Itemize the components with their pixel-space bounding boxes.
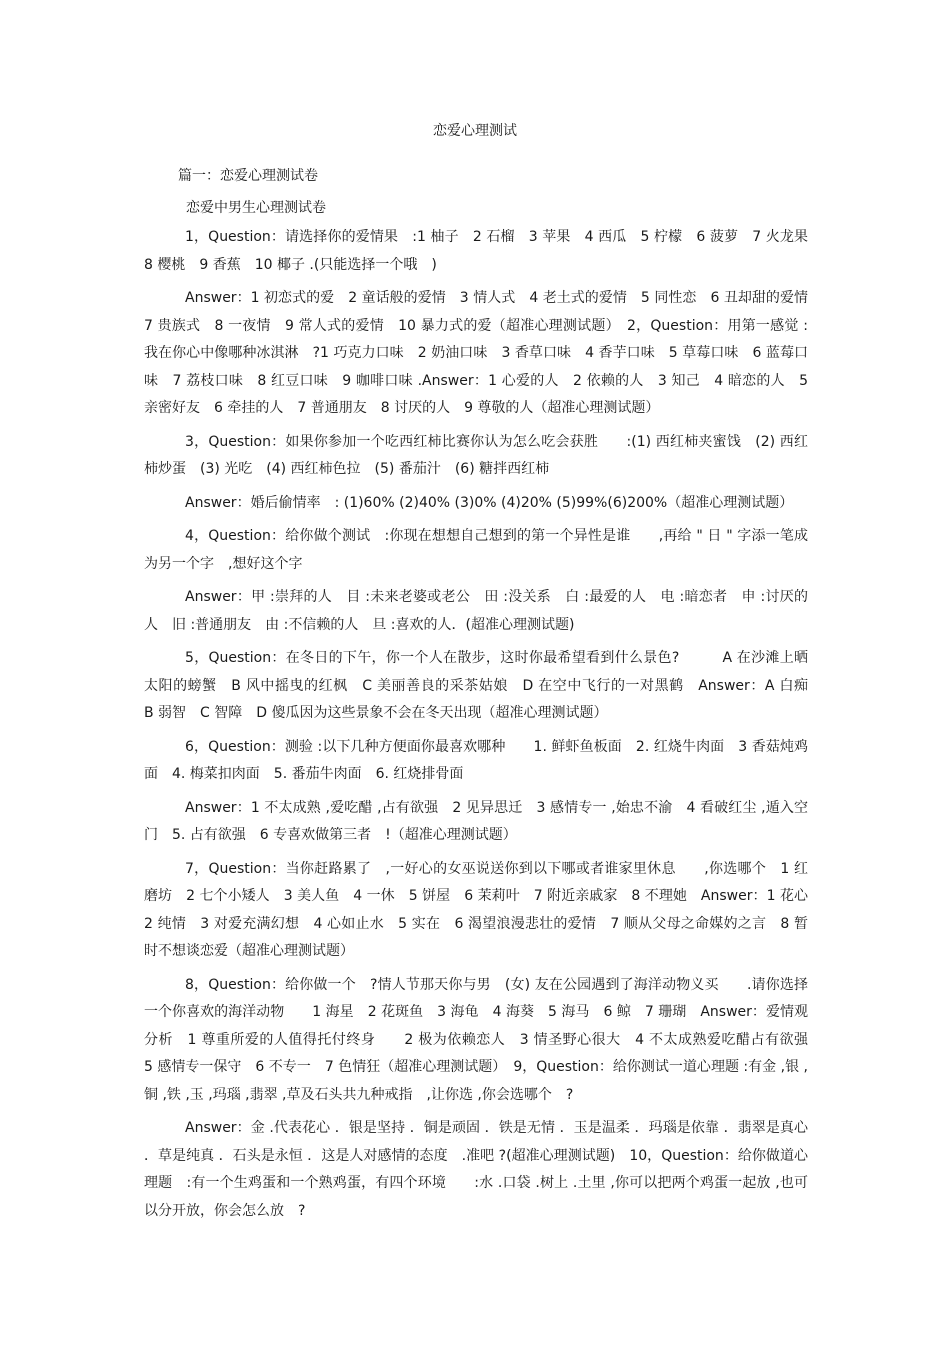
paragraph-a4: Answer：甲 :崇拜的人 目 :未来老婆或老公 田 :没关系 白 :最爱的人 电 :暗恋者 申 :讨厌的人 旧 :普通朋友 由 :不信赖的人 旦 :喜欢的人．(超准心理测试题) (144, 589, 808, 633)
paragraph-q3: 3，Question：如果你参加一个吃西红柿比赛你认为怎么吃会获胜 :(1) 西红柿夹蜜饯 (2) 西红柿炒蛋 (3) 光吃 (4) 西红柿色拉 (5) 番茄汁 (6) 糖拌西红柿 (144, 433, 808, 477)
paragraph-q6: 6，Question：测验 :以下几种方便面你最喜欢哪种 1. 鲜虾鱼板面 2. 红烧牛肉面 3 香菇炖鸡面 4. 梅菜扣肉面 5. 番茄牛肉面 6. 红烧排骨面 (144, 738, 808, 782)
paragraph-a1-q2: Answer：1 初恋式的爱 2 童话般的爱情 3 情人式 4 老土式的爱情 5 同性恋 6 丑却甜的爱情 7 贵族式 8 一夜情 9 常人式的爱情 10 暴力式的爱（超准心理测试题） 2，Question：用第一感觉 :我在你心中像哪种冰淇淋 ?1 巧克力口味 2 奶油口味 3 香草口味 4 香芋口味 5 草莓口味 6 蓝莓口味 7 荔枝口味 8 红豆口味 9 咖啡口味 .Answer：1 心爱的人 2 依赖的人 3 知己 4 暗恋的人 5 亲密好友 6 牵挂的人 7 普通朋友 8 讨厌的人 9 尊敬的人（超准心理测试题） (144, 290, 822, 416)
section-heading: 篇一：恋爱心理测试卷 (178, 168, 318, 184)
paragraph-a6: Answer：1 不太成熟 ,爱吃醋 ,占有欲强 2 见异思迁 3 感情专一 ,始忠不渝 4 看破红尘 ,遁入空门 5. 占有欲强 6 专喜欢做第三者 !（超准心理测试题） (144, 799, 808, 843)
body-text (144, 224, 822, 1231)
subheading: 恋爱中男生心理测试卷 (186, 200, 326, 216)
paragraph-q5: 5，Question：在冬日的下午，你一个人在散步，这时你最希望看到什么景色? A 在沙滩上晒太阳的螃蟹 B 风中摇曳的红枫 C 美丽善良的采茶姑娘 D 在空中飞行的一对黑鹤 Answer：A 白痴 B 弱智 C 智障 D 傻瓜因为这些景象不会在冬天出现（超准心理测试题） (144, 650, 822, 721)
document-title: 恋爱心理测试 (433, 123, 517, 139)
paragraph-q8-q9: 8，Question：给你做一个 ?情人节那天你与男 (女) 友在公园遇到了海洋动物义买 .请你选择一个你喜欢的海洋动物 1 海星 2 花斑鱼 3 海龟 4 海葵 5 海马 6 鲸 7 珊瑚 Answer：爱情观分析 1 尊重所爱的人值得托付终身 2 极为依赖恋人 3 情圣野心很大 4 不太成熟爱吃醋占有欲强 5 感情专一保守 6 不专一 7 色情狂（超准心理测试题） 9，Question：给你测试一道心理题 :有金 ,银 ,铜 ,铁 ,玉 ,玛瑙 ,翡翠 ,草及石头共九种戒指 ,让你选 ,你会选哪个 ? (144, 976, 822, 1103)
paragraph-q1: 1，Question：请选择你的爱情果 :1 柚子 2 石榴 3 苹果 4 西瓜 5 柠檬 6 菠萝 7 火龙果 8 樱桃 9 香蕉 10 椰子 .(只能选择一个哦 ) (144, 229, 822, 273)
paragraph-q7: 7，Question：当你赶路累了 ,一好心的女巫说送你到以下哪或者谁家里休息 ,你选哪个 1 红磨坊 2 七个小矮人 3 美人鱼 4 一休 5 饼屋 6 茉莉叶 7 附近亲戚家 8 不理她 Answer：1 花心 2 纯情 3 对爱充满幻想 4 心如止水 5 实在 6 渴望浪漫悲壮的爱情 7 顺从父母之命媒妁之言 8 暂时不想谈恋爱（超准心理测试题） (144, 860, 822, 959)
paragraph-a9-q10: Answer：金 .代表花心 ．银是坚持 ．铜是顽固 ．铁是无情 ．玉是温柔 ．玛瑙是依靠 ．翡翠是真心 ．草是纯真 ．石头是永恒 ．这是人对感情的态度 .准吧 ?(超准心理测试题) 10，Question：给你做道心理题 :有一个生鸡蛋和一个熟鸡蛋，有四个环境 :水 .口袋 .树上 .土里 ,你可以把两个鸡蛋一起放 ,也可以分开放，你会怎么放 ? (144, 1120, 808, 1219)
paragraph-q4: 4，Question：给你做个测试 :你现在想想自己想到的第一个异性是谁 ,再给 " 日 " 字添一笔成为另一个字 ,想好这个字 (144, 528, 808, 572)
paragraph-a3: Answer：婚后偷情率 : (1)60% (2)40% (3)0% (4)20% (5)99%(6)200%（超准心理测试题） (185, 494, 794, 511)
